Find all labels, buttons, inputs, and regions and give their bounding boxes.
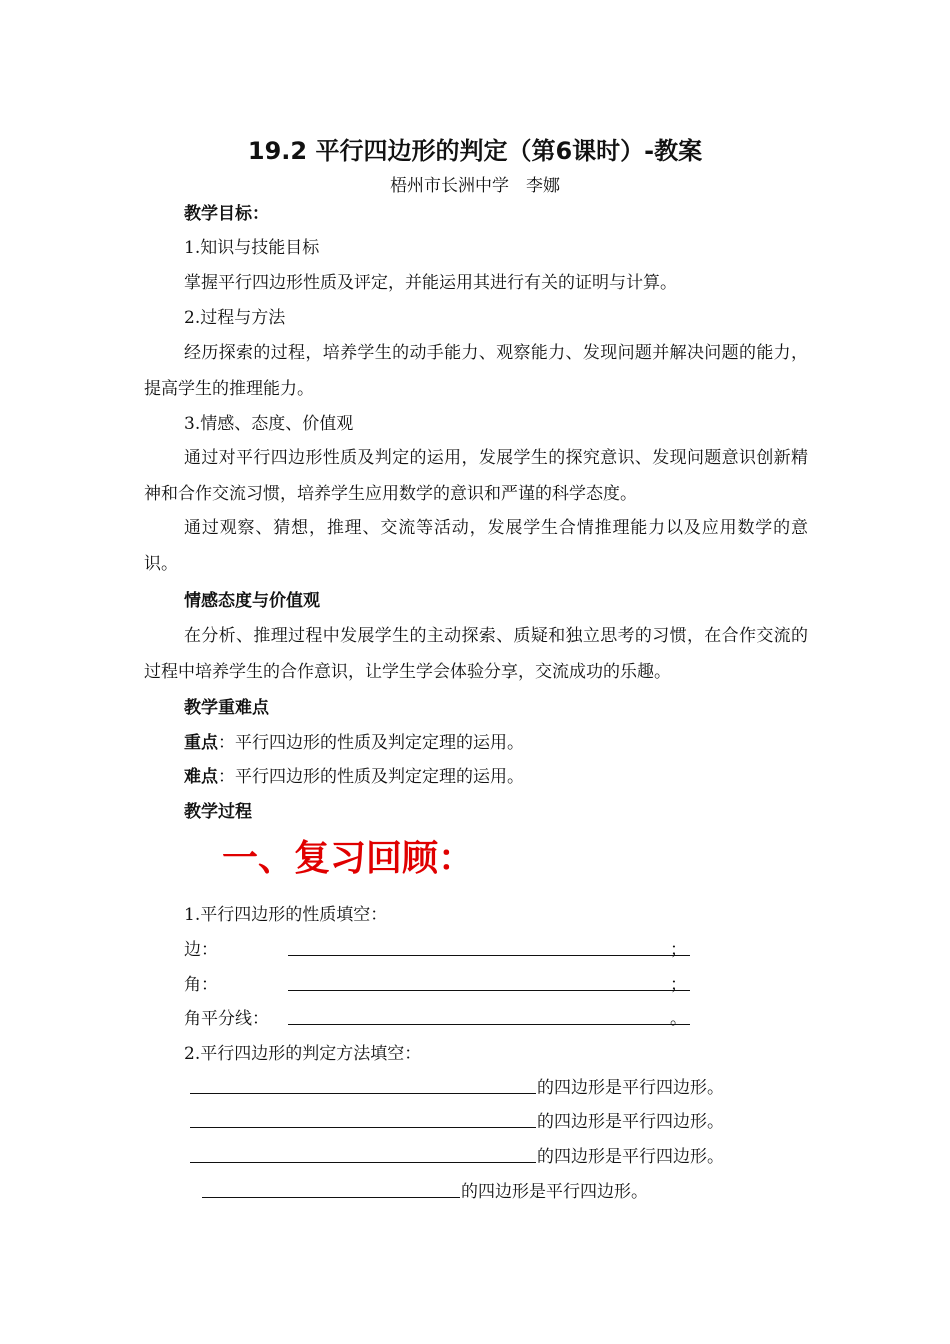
objective-2-text: 经历探索的过程，培养学生的动手能力、观察能力、发现问题并解决问题的能力，提高学生的推理能力。 xyxy=(144,343,808,399)
side-blank[interactable] xyxy=(288,955,690,956)
key-point-line xyxy=(184,731,524,755)
difficult-point-text: ：平行四边形的性质及判定定理的运用。 xyxy=(218,767,524,787)
bisector-label: 角平分线： xyxy=(184,1009,269,1029)
judge-blank-4[interactable] xyxy=(202,1197,460,1198)
objective-3-text-b: 通过观察、猜想，推理、交流等活动，发展学生合情推理能力以及应用数学的意识。 xyxy=(144,518,808,574)
attitude-heading: 情感态度与价值观 xyxy=(184,591,320,611)
objective-2-title: 2.过程与方法 xyxy=(184,308,286,328)
bisector-period: 。 xyxy=(670,1009,687,1029)
review-question-1: 1.平行四边形的性质填空： xyxy=(184,905,388,925)
difficult-point-line xyxy=(184,765,524,789)
objective-1-text: 掌握平行四边形性质及评定，并能运用其进行有关的证明与计算。 xyxy=(184,273,677,293)
key-point-label: 重点 xyxy=(184,733,218,753)
document-title: 19.2 平行四边形的判定（第6课时）-教案 xyxy=(247,137,703,165)
difficult-point-label: 难点 xyxy=(184,767,218,787)
key-points-heading: 教学重难点 xyxy=(184,698,269,718)
objective-3-text-a: 通过对平行四边形性质及判定的运用，发展学生的探究意识、发现问题意识创新精神和合作交流习惯，培养学生应用数学的意识和严谨的科学态度。 xyxy=(144,448,808,504)
judge-suffix-3: 的四边形是平行四边形。 xyxy=(537,1147,724,1167)
angle-blank[interactable] xyxy=(288,990,690,991)
side-label: 边： xyxy=(184,940,218,960)
objective-1-title: 1.知识与技能目标 xyxy=(184,238,320,258)
process-heading: 教学过程 xyxy=(184,802,252,822)
objective-3-title: 3.情感、态度、价值观 xyxy=(184,414,354,434)
author-line: 梧州市长洲中学 李娜 xyxy=(390,176,560,196)
judge-suffix-2: 的四边形是平行四边形。 xyxy=(537,1112,724,1132)
bisector-blank[interactable] xyxy=(288,1024,690,1025)
judge-blank-2[interactable] xyxy=(190,1127,536,1128)
judge-blank-1[interactable] xyxy=(190,1093,536,1094)
angle-label: 角： xyxy=(184,975,218,995)
review-section-title: 一、复习回顾： xyxy=(222,838,475,879)
judge-suffix-1: 的四边形是平行四边形。 xyxy=(537,1078,724,1098)
judge-suffix-4: 的四边形是平行四边形。 xyxy=(461,1182,648,1202)
judge-blank-3[interactable] xyxy=(190,1162,536,1163)
key-point-text: ：平行四边形的性质及判定定理的运用。 xyxy=(218,733,524,753)
attitude-text: 在分析、推理过程中发展学生的主动探索、质疑和独立思考的习惯，在合作交流的过程中培养学生的合作意识，让学生学会体验分享，交流成功的乐趣。 xyxy=(144,626,808,682)
objectives-heading: 教学目标： xyxy=(184,204,269,224)
review-question-2: 2.平行四边形的判定方法填空： xyxy=(184,1044,422,1064)
side-semicolon: ； xyxy=(670,940,687,960)
angle-semicolon: ； xyxy=(670,975,687,995)
